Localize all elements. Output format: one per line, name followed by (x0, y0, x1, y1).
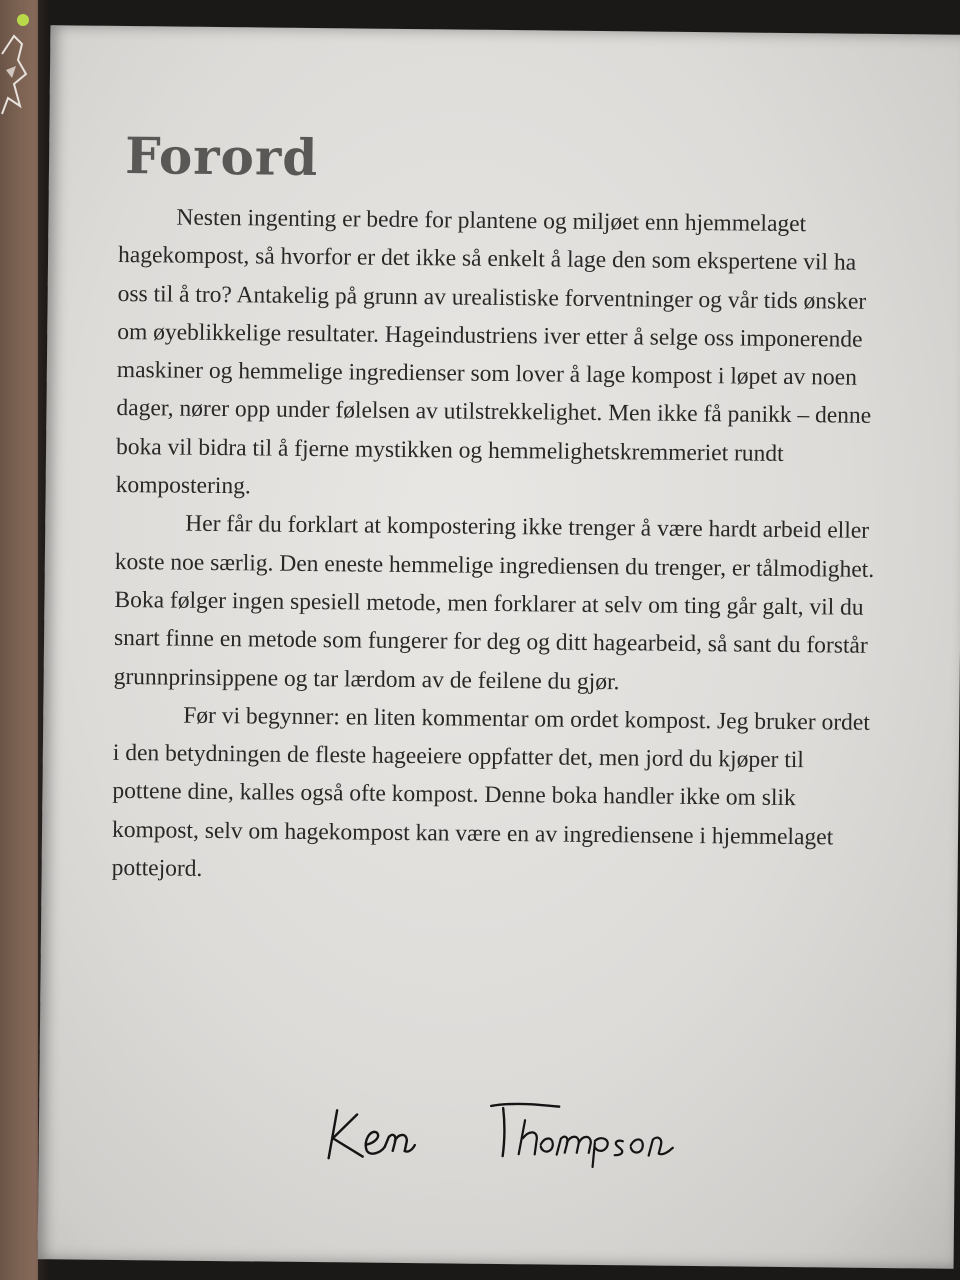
paragraph-3: Før vi begynner: en liten kommentar om ordet kompost. Jeg bruker ordet i den betydningen de fleste hageeiere oppfatter det, men jord du kjøper til pottene dine, kalles også ofte kompost. Denne boka handler ikke om slik kompost, selv om hagekompost kan være en av ingrediensene i hjemmelaget pottejord. (111, 702, 870, 882)
paragraph-2: Her får du forklart at kompostering ikke trenger å være hardt arbeid eller koste noe særlig. Den eneste hemmelige ingrediensen du trenger, er tålmodighet. Boka følger ingen spesiell metode, men forklarer at selv om ting går galt, vil du snart finne en metode som fungerer for deg og ditt hagearbeid, så sant du forstår grunnprinsippene og tar lærdom av de feilene du gjør. (113, 511, 875, 695)
foreword-body (111, 198, 878, 895)
page-heading: Forord (124, 126, 319, 188)
cover-decoration (0, 14, 30, 124)
handwritten-signature (323, 1096, 744, 1170)
paragraph-1: Nesten ingenting er bedre for plantene og miljøet enn hjemmelaget hagekompost, så hvorfor er det ikke så enkelt å lage den som ekspertene vil ha oss til å tro? Antakelig på grunn av urealistiske forventninger og vår tids ønsker om øyeblikkelige resultater. Hageindustriens iver etter å selge oss imponerende maskiner og hemmelige ingredienser som lover å lage kompost i løpet av noen dager, nører opp under følelsen av utilstrekkelighet. Men ikke få panikk – denne boka vil bidra til å fjerne mystikken og hemmelighetskremmeriet rundt kompostering. (115, 204, 872, 500)
book-page (38, 25, 960, 1269)
signature-text: Ken Thompson (323, 1097, 331, 1099)
